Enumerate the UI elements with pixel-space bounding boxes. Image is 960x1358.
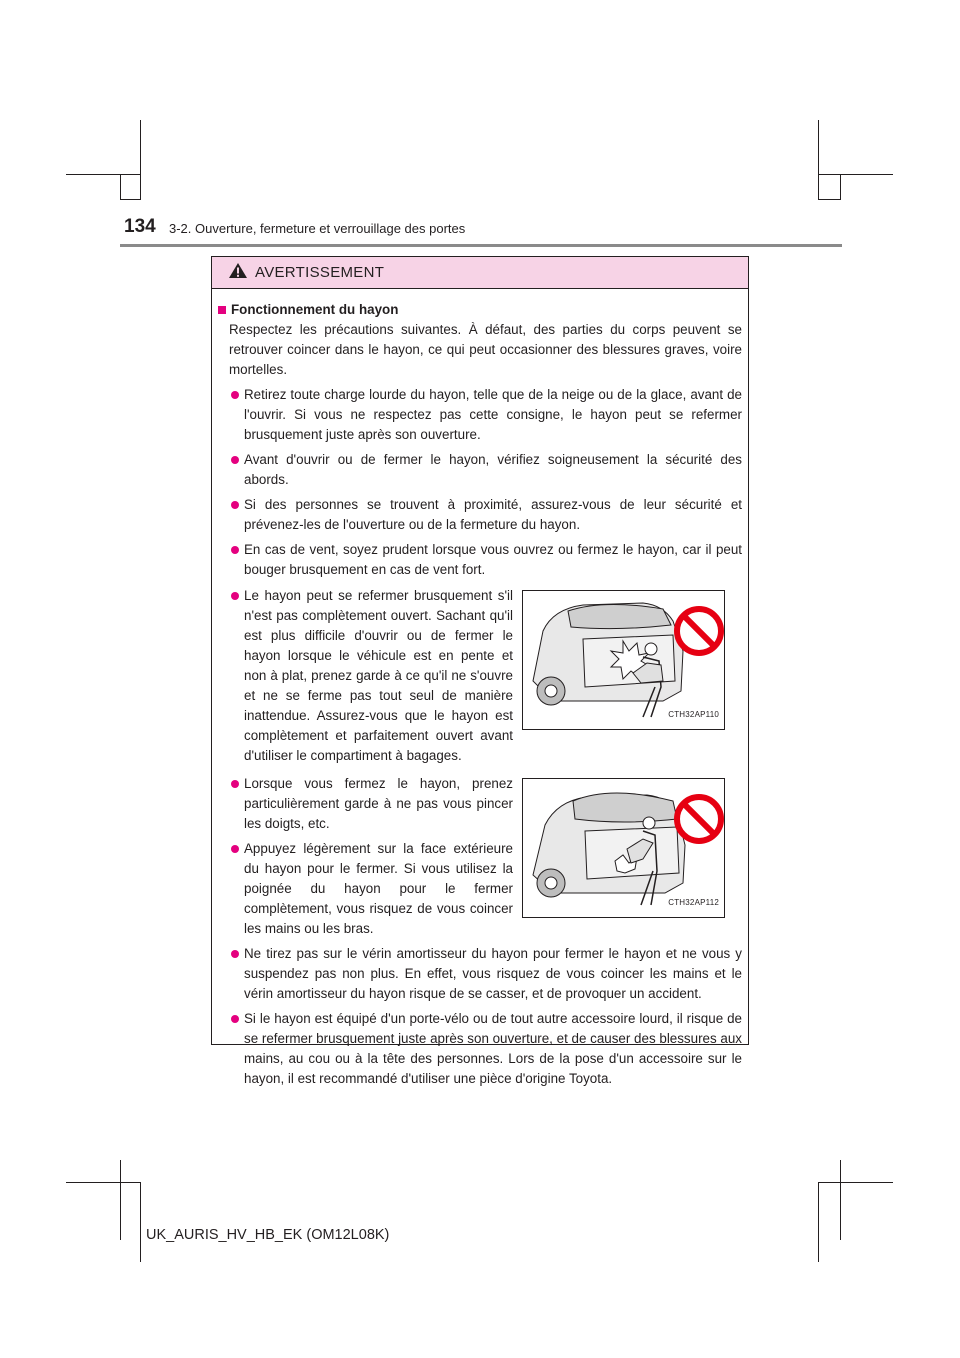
figure-hatch-closing-illustration — [522, 590, 725, 730]
crop-mark — [819, 174, 893, 175]
figure-code: CTH32AP110 — [668, 710, 719, 719]
crop-mark — [66, 1182, 140, 1183]
crop-mark — [819, 1182, 893, 1183]
warning-header — [212, 257, 748, 289]
crop-mark — [818, 199, 840, 200]
header-divider — [120, 244, 842, 247]
subsection-heading — [218, 300, 742, 320]
round-bullet-icon — [231, 1015, 239, 1023]
figure-row — [218, 586, 742, 766]
figure-code: CTH32AP112 — [668, 898, 719, 907]
crop-mark — [840, 1160, 841, 1240]
crop-mark — [818, 120, 819, 200]
list-item: Retirez toute charge lourde du hayon, telle que de la neige ou de la glace, avant de l'ouvrir. Si vous ne respectez pas cette consigne, le hayon peut se refermer brusquement juste après son ouverture. — [218, 385, 742, 445]
figure-text-column — [218, 774, 513, 939]
prohibition-sign-icon — [677, 797, 721, 841]
crop-mark — [140, 1182, 141, 1262]
square-bullet-icon — [218, 306, 226, 314]
list-item: Lorsque vous fermez le hayon, prenez particulièrement garde à ne pas vous pincer les doigts, etc. — [218, 774, 513, 834]
list-item: Si le hayon est équipé d'un porte-vélo ou de tout autre accessoire lourd, il risque de se refermer brusquement juste après son ouverture, et de causer des blessures aux mains, au cou ou à la tête des personnes. Lors de la pose d'un accessoire sur le hayon, il est recommandé d'utiliser une pièce d'origine Toyota. — [218, 1009, 742, 1089]
round-bullet-icon — [231, 546, 239, 554]
list-item: Ne tirez pas sur le vérin amortisseur du hayon pour fermer le hayon et ne vous y suspendez pas non plus. En effet, vous risquez de vous coincer les mains et le vérin amortisseur du hayon risque de se casser, et de provoquer un accident. — [218, 944, 742, 1004]
list-item: Le hayon peut se refermer brusquement s'il n'est pas complètement ouvert. Sachant qu'il est plus difficile d'ouvrir ou de fermer le hayon lorsque le véhicule est en pente et non à plat, prenez garde à ce qu'il ne s'ouvre et ne se ferme pas tout seul de manière inattendue. Assurez-vous que le hayon est complètement et parfaitement ouvert avant d'utiliser le compartiment à bagages. — [218, 586, 513, 766]
subsection-title: Fonctionnement du hayon — [231, 302, 399, 317]
warning-box — [211, 256, 749, 1086]
crop-mark — [818, 1182, 819, 1262]
round-bullet-icon — [231, 501, 239, 509]
round-bullet-icon — [231, 845, 239, 853]
list-item: Avant d'ouvrir ou de fermer le hayon, vérifiez soigneusement la sécurité des abords. — [218, 450, 742, 490]
list-item: Appuyez légèrement sur la face extérieure du hayon pour le fermer. Si vous utilisez la poignée du hayon pour le fermer complètement, vous risquez de vous coincer les mains ou les bras. — [218, 839, 513, 939]
crop-mark — [140, 120, 141, 200]
round-bullet-icon — [231, 592, 239, 600]
crop-mark — [120, 1160, 121, 1240]
warning-content — [212, 289, 748, 1089]
document-code: UK_AURIS_HV_HB_EK (OM12L08K) — [146, 1227, 390, 1243]
crop-mark — [66, 174, 140, 175]
figure-hand-pinch-illustration — [522, 778, 725, 918]
crop-mark — [120, 199, 140, 200]
list-item: En cas de vent, soyez prudent lorsque vous ouvrez ou fermez le hayon, car il peut bouger brusquement en cas de vent fort. — [218, 540, 742, 580]
round-bullet-icon — [231, 780, 239, 788]
round-bullet-icon — [231, 950, 239, 958]
warning-triangle-icon — [228, 262, 248, 283]
crop-mark — [120, 174, 121, 200]
intro-text: Respectez les précautions suivantes. À défaut, des parties du corps peuvent se retrouver coincer dans le hayon, ce qui peut occasionner des blessures graves, voire mortelles. — [229, 322, 742, 377]
round-bullet-icon — [231, 391, 239, 399]
figure-row — [218, 774, 742, 939]
list-item: Si des personnes se trouvent à proximité, assurez-vous de leur sécurité et prévenez-les de l'ouverture ou de la fermeture du hayon. — [218, 495, 742, 535]
page-number: 134 — [124, 216, 156, 237]
round-bullet-icon — [231, 456, 239, 464]
crop-mark — [840, 174, 841, 200]
figure-text-column — [218, 586, 513, 766]
section-title: 3-2. Ouverture, fermeture et verrouillage des portes — [169, 221, 466, 236]
prohibition-sign-icon — [677, 609, 721, 653]
warning-title: AVERTISSEMENT — [255, 264, 385, 281]
